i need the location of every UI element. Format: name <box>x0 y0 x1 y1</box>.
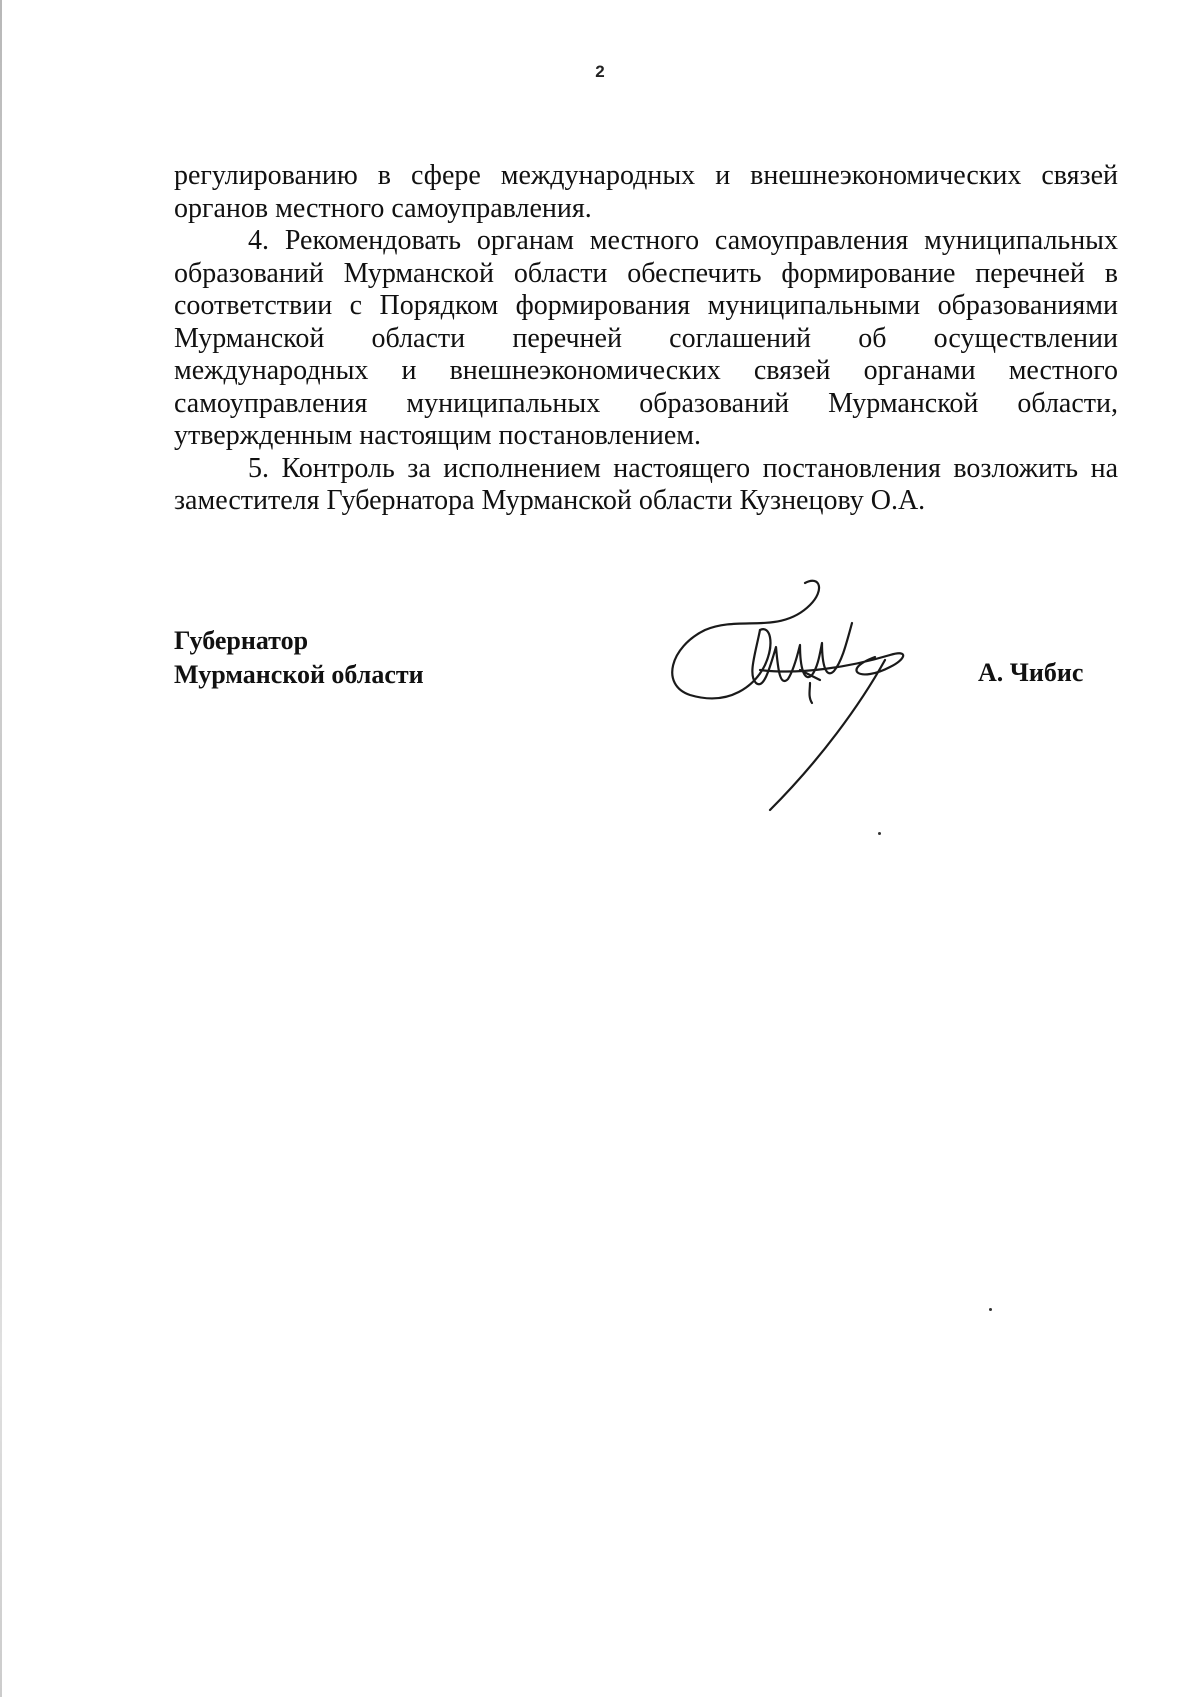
signatory-position-line2: Мурманской области <box>174 660 424 689</box>
scan-speck <box>878 832 881 835</box>
paragraph-continuation: регулированию в сфере международных и внешнеэкономических связей органов местного самоуправления. <box>174 160 1118 224</box>
document-body <box>174 160 1118 518</box>
signatory-position-line1: Губернатор <box>174 626 309 655</box>
signatory-position <box>174 624 424 692</box>
paragraph-item-5: 5. Контроль за исполнением настоящего постановления возложить на заместителя Губернатора Мурманской области Кузнецову О.А. <box>174 452 1118 516</box>
scan-speck <box>989 1308 992 1311</box>
page-number: 2 <box>595 62 605 81</box>
scan-edge-artifact <box>0 0 2 1697</box>
paragraph-item-4: 4. Рекомендовать органам местного самоуправления муниципальных образований Мурманской области обеспечить формирование перечней в соответствии с Порядком формирования муниципальными образованиями Мурманской области перечней соглашений об осуществлении международных и внешнеэкономических связей органами местного самоуправления муниципальных образований Мурманской области, утвержденным настоящим постановлением. <box>174 225 1118 451</box>
handwritten-signature <box>660 575 980 835</box>
signer-name: А. Чибис <box>978 658 1084 687</box>
